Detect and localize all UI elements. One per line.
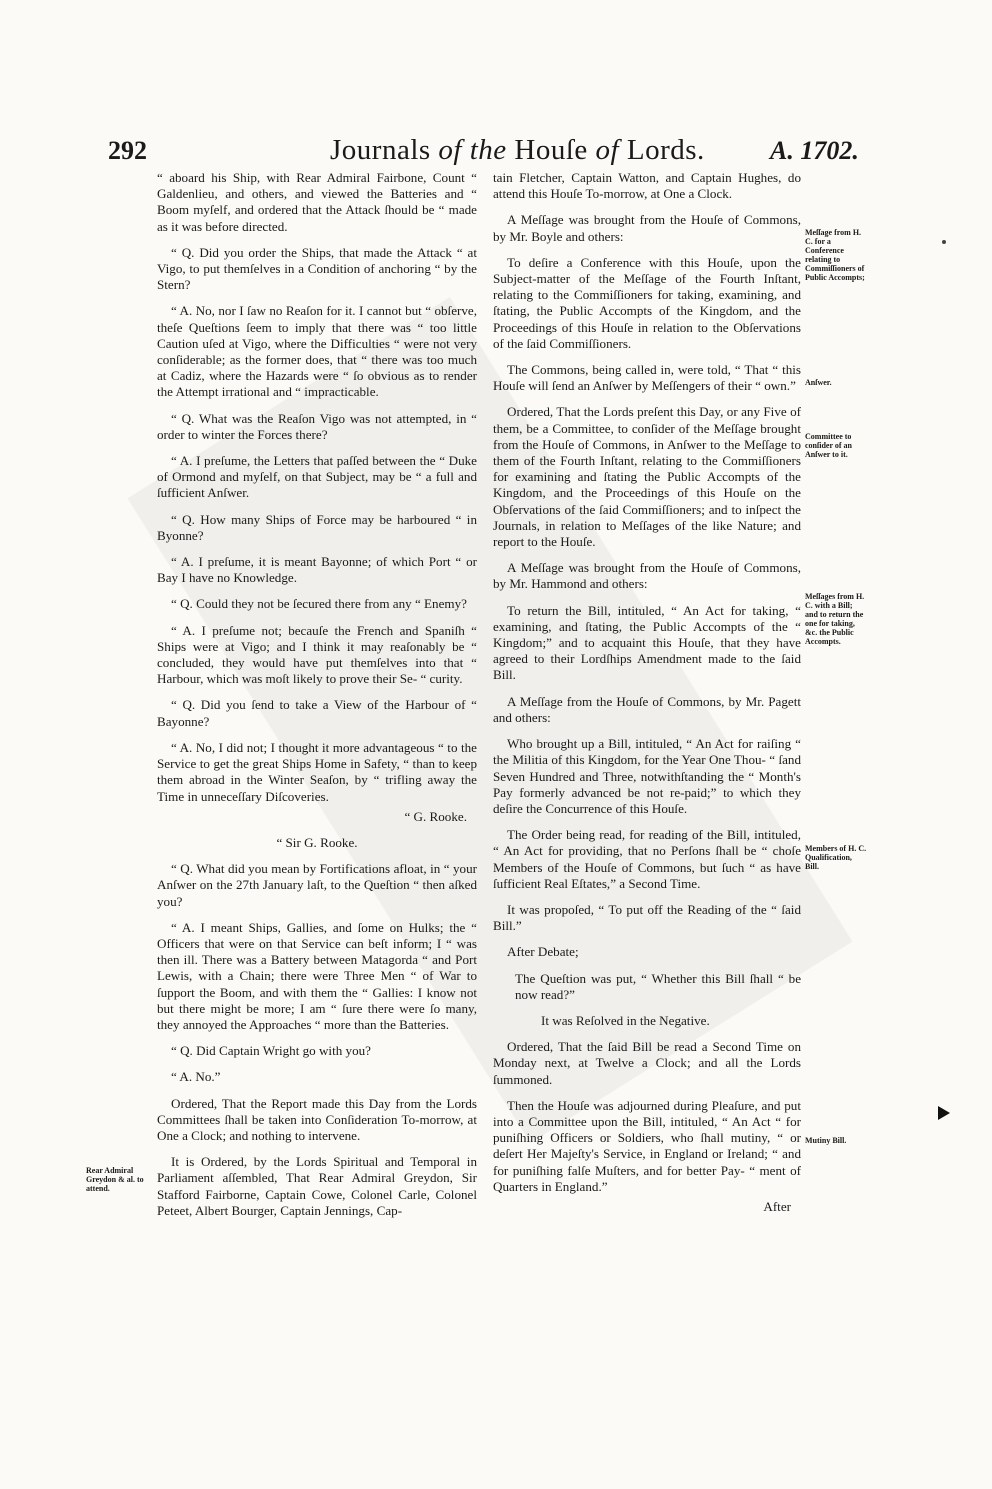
margin-note-mutiny: Mutiny Bill. [805, 1136, 847, 1145]
paragraph: “ Q. Did Captain Wright go with you? [171, 1043, 371, 1059]
paragraph: tain Fletcher, Captain Watton, and Captain Hughes, do attend this Houſe To-morrow, at One a Clock. [493, 170, 801, 202]
year-label: A. 1702. [770, 136, 859, 165]
paragraph: “ A. I preſume, the Letters that paſſed between the “ Duke of Ormond and myſelf, on that Subject, may be “ a full and ſufficient Anſwer. [157, 453, 477, 501]
paragraph: “ A. No, I did not; I thought it more advantageous “ to the Service to get the great Ships Home in Safety, “ than to keep them abroad in the Winter Seaſon, by “ trifling away the Time in unneceſſary Diſcoveries. [157, 739, 477, 804]
paragraph: The Queſtion was put, “ Whether this Bill ſhall “ be now read?” [515, 970, 801, 1002]
paragraph: “ Q. Could they not be ſecured there from any “ Enemy? [171, 596, 467, 612]
paragraph: Ordered, That the Report made this Day from the Lords Committees ſhall be taken into Conſideration To-morrow, at One a Clock; and nothing to intervene. [157, 1095, 477, 1143]
margin-note-members: Members of H. C. Qualification, Bill. [805, 844, 867, 871]
paragraph: “ aboard his Ship, with Rear Admiral Fairbone, Count “ Galdenlieu, and others, and viewed the Batteries and “ Boom myſelf, and ordered that the Attack ſhould be “ made as it was before directed. [157, 170, 477, 234]
catchword: After [763, 1198, 791, 1214]
paragraph: A Meſſage was brought from the Houſe of Commons, by Mr. Hammond and others: [493, 560, 801, 592]
paragraph: It is Ordered, by the Lords Spiritual and Temporal in Parliament aſſembled, That Rear Admiral Greydon, Sir Stafford Fairborne, Captain Cowe, Colonel Carle, Colonel Peteet, Albert Bourger, Captain Jennings, Cap- [157, 1154, 477, 1218]
paragraph: It was Reſolved in the Negative. [541, 1012, 710, 1028]
paragraph: After Debate; [507, 944, 579, 960]
paragraph: “ A. I preſume not; becauſe the French and Spaniſh “ Ships were at Vigo; and I think it may reaſonably be “ concluded, they would have put themſelves into that “ Harbour, which was moſt likely to prove their Se- “ curity. [157, 622, 477, 687]
paragraph: “ A. No.” [171, 1069, 221, 1085]
paragraph: The Commons, being called in, were told, “ That “ this Houſe will ſend an Anſwer by Meſſengers of their “ own.” [493, 362, 801, 394]
paragraph: Ordered, That the Lords preſent this Day, or any Five of them, be a Committee, to conſider of the Meſſage brought from the Houſe of Commons, in Anſwer to the Meſſage to them of the Fourth Inſtant, relating to the Commiſſioners for examining and ſtating the Public Accompts of the Kingdom, and the Proceedings of this Houſe on the Obſervations of the ſaid Commiſſioners; and to inſpect the Journals, in relation to Meſſages of the like Nature; and report to the Houſe. [493, 404, 801, 550]
left-column [157, 170, 477, 1229]
paragraph: A Meſſage from the Houſe of Commons, by Mr. Pagett and others: [493, 693, 801, 725]
paragraph: “ A. No, nor I ſaw no Reaſon for it. I cannot but “ obſerve, theſe Queſtions ſeem to imply that there was “ too little Caution uſed at Vigo, where the Difficulties “ were not very conſiderable; as the former does, that “ there was too much at Cadiz, where the Hazards were “ ſo obvious as to render the Attempt irrational and “ impracticable. [157, 303, 477, 400]
paragraph: Who brought up a Bill, intituled, “ An Act for raiſing “ the Militia of this Kingdom, for the Year One Thou- “ ſand Seven Hundred and Three, notwithſtanding the “ Month's Pay formerly advanced be not re-paid;” to which they deſire the Concurrence of this Houſe. [493, 736, 801, 816]
pointer-mark-icon [938, 1106, 950, 1120]
paragraph: Ordered, That the ſaid Bill be read a Second Time on Monday next, at Twelve a Clock; and all the Lords ſummoned. [493, 1039, 801, 1087]
margin-note-message-bill: Meſſages from H. C. with a Bill; and to return the one for taking, &c. the Public Accompts. [805, 592, 865, 646]
speck-icon [942, 240, 946, 244]
paragraph: It was propoſed, “ To put off the Reading of the “ ſaid Bill.” [493, 901, 801, 934]
page-number: 292 [108, 136, 147, 165]
paragraph: “ Q. Did you order the Ships, that made the Attack “ at Vigo, to put themſelves in a Condition of anchoring “ by the Stern? [157, 244, 477, 293]
running-title: Journals of the Houſe of Lords. [330, 134, 705, 166]
paragraph: “ Q. What was the Reaſon Vigo was not attempted, in “ order to winter the Forces there? [157, 410, 477, 442]
paragraph: “ Q. How many Ships of Force may be harboured “ in Byonne? [157, 511, 477, 543]
paragraph: “ Q. What did you mean by Fortifications afloat, in “ your Anſwer on the 27th January laſt, to the Queſtion “ then aſked you? [157, 861, 477, 909]
subheading: “ Sir G. Rooke. [276, 834, 358, 850]
paragraph: To deſire a Conference with this Houſe, upon the Subject-matter of the Meſſage of the Fourth Inſtant, relating to the Commiſſioners for taking, examining, and ſtating, the Public Accompts of the Kingdom, and the Proceedings of this Houſe in relation to the Obſervations of the ſaid Commiſſioners. [493, 254, 801, 351]
paragraph: A Meſſage was brought from the Houſe of Commons, by Mr. Boyle and others: [493, 212, 801, 244]
paragraph: “ A. I preſume, it is meant Bayonne; of which Port “ or Bay I have no Knowledge. [157, 554, 477, 586]
signature: “ G. Rooke. [404, 808, 467, 824]
margin-note-conference: Meſſage from H. C. for a Conference relating to Commiſſioners of Public Accompts; [805, 228, 865, 282]
paragraph: Then the Houſe was adjourned during Pleaſure, and put into a Committee upon the Bill, intituled, “ An Act “ for puniſhing Officers or Soldiers, who ſhall mutiny, “ or deſert Her Majeſty's Service, in England or Ireland; “ and for puniſhing falſe Muſters, and for better Pay- “ ment of Quarters in England.” [493, 1097, 801, 1194]
margin-note-answer: Anſwer. [805, 378, 832, 387]
paragraph: The Order being read, for reading of the Bill, intituled, “ An Act for providing, that no Perſons ſhall be “ choſe Members of the Houſe of Commons, but ſuch “ as have ſufficient Real Eſtates,” a Second Time. [493, 827, 801, 891]
paragraph: “ Q. Did you ſend to take a View of the Harbour of “ Bayonne? [157, 697, 477, 729]
margin-note-committee: Committee to conſider of an Anſwer to it. [805, 432, 852, 459]
margin-note-rear-admiral: Rear Admiral Greydon & al. to attend. [86, 1166, 144, 1193]
paragraph: “ A. I meant Ships, Gallies, and ſome on Hulks; the “ Officers that were on that Service can beſt inform; I “ was then ill. There was a Battery between Matagorda “ and Port Lewis, with a Chain; there were Three Men “ of War to ſupport the Boom, and with them the “ Gallies: I know not but there might be more; I am “ ſure there were ſo many, they annoyed the Approaches “ more than the Batteries. [157, 919, 477, 1032]
right-column [493, 170, 801, 1225]
paragraph: To return the Bill, intituled, “ An Act for taking, “ examining, and ſtating, the Public Accompts of the “ Kingdom;” and to acquaint this Houſe, that they have agreed to their Lordſhips Amendment made to the ſaid Bill. [493, 602, 801, 683]
